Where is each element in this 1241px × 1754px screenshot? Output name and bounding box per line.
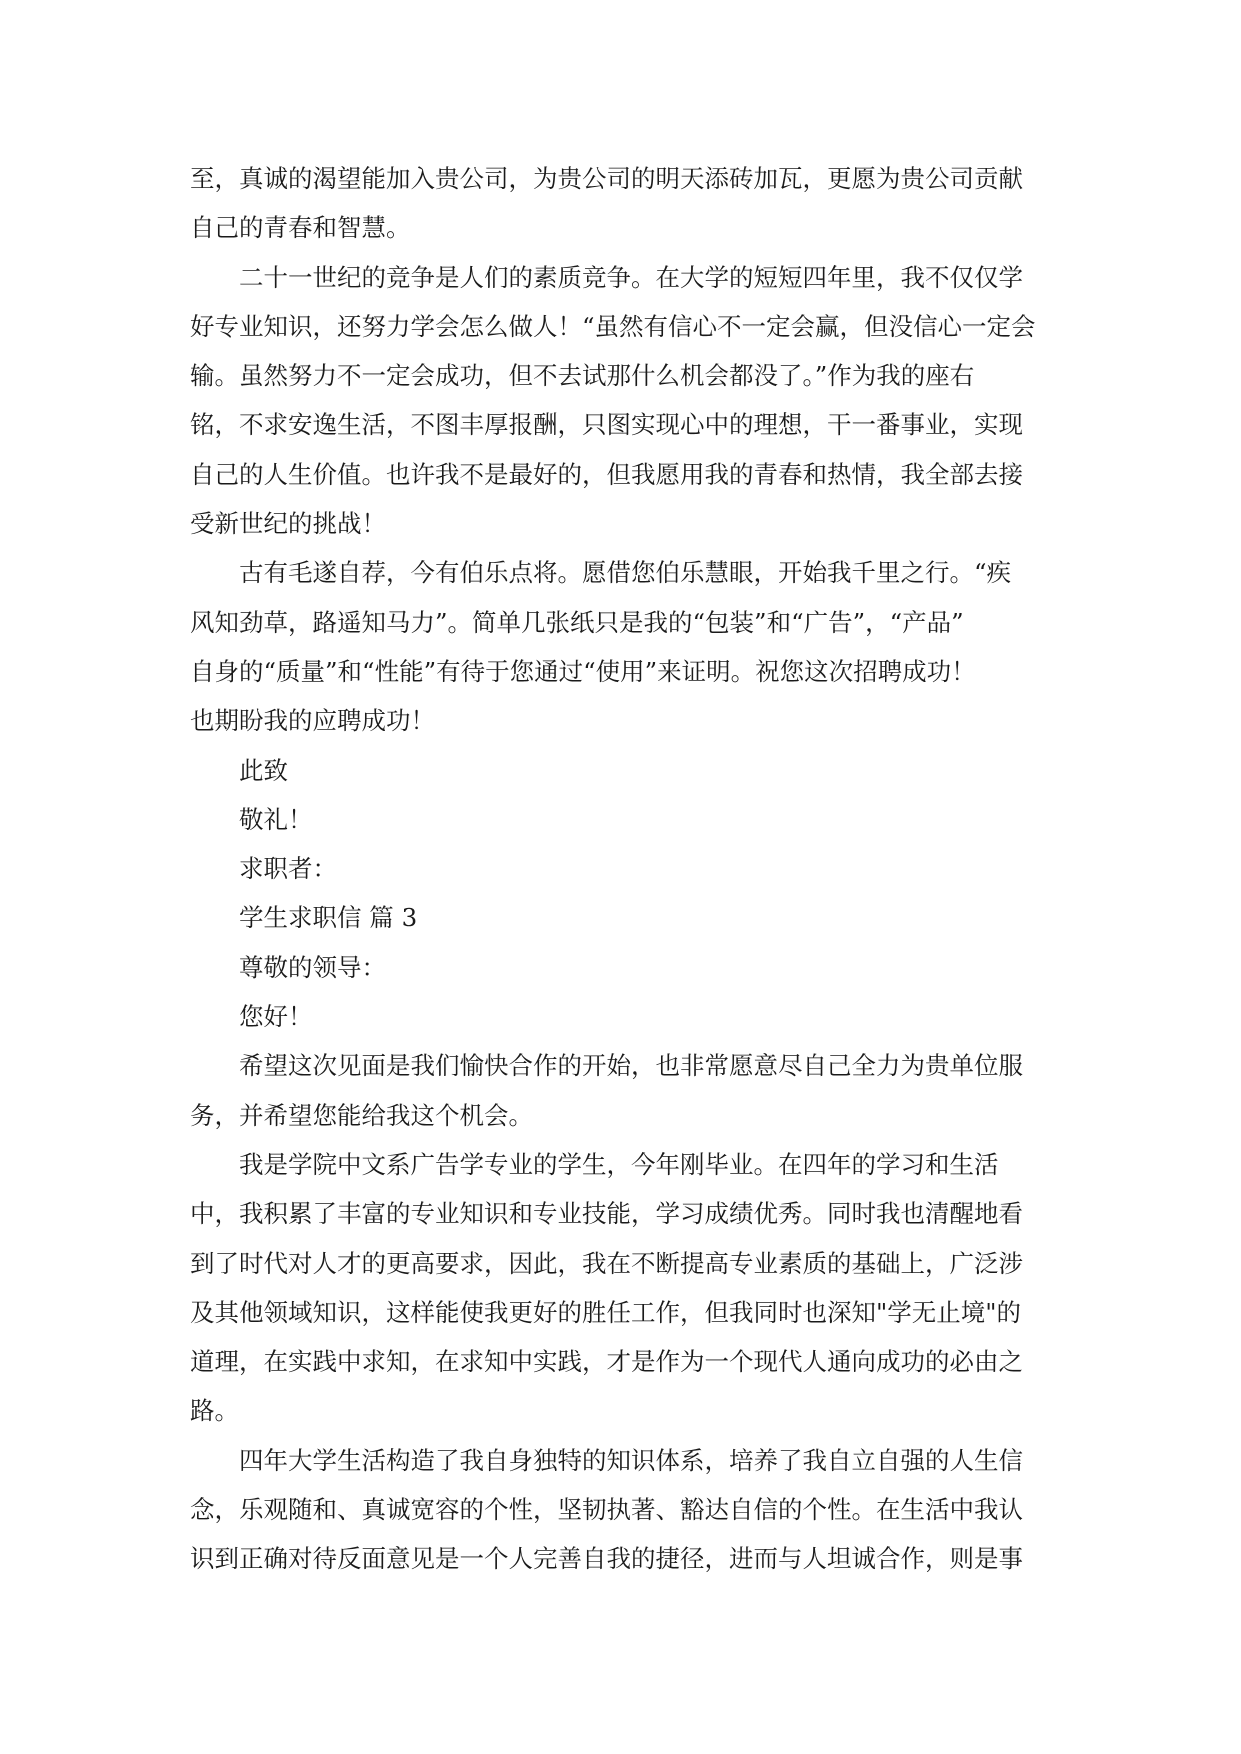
text-line: 古有毛遂自荐，今有伯乐点将。愿借您伯乐慧眼，开始我千里之行。“疾 xyxy=(239,558,1012,588)
text-line: 此致 xyxy=(239,755,288,785)
text-line: 我是学院中文系广告学专业的学生，今年刚毕业。在四年的学习和生活 xyxy=(239,1149,999,1179)
text-line: 您好！ xyxy=(239,1002,313,1032)
text-line: 自己的人生价值。也许我不是最好的，但我愿用我的青春和热情，我全部去接 xyxy=(190,459,1023,489)
text-line: 自身的“质量”和“性能”有待于您通过“使用”来证明。祝您这次招聘成功！ xyxy=(190,656,976,686)
text-line: 风知劲草，路遥知马力”。简单几张纸只是我的“包装”和“广告”，“产品” xyxy=(190,607,964,637)
text-line: 学生求职信 篇 3 xyxy=(239,903,418,933)
text-line: 道理，在实践中求知，在求知中实践，才是作为一个现代人通向成功的必由之 xyxy=(190,1347,1023,1377)
text-line: 受新世纪的挑战！ xyxy=(190,509,386,539)
text-line: 四年大学生活构造了我自身独特的知识体系，培养了我自立自强的人生信 xyxy=(239,1445,1023,1475)
text-line: 尊敬的领导： xyxy=(239,952,386,982)
text-line: 及其他领域知识，这样能使我更好的胜任工作，但我同时也深知"学无止境"的 xyxy=(190,1297,1022,1327)
text-line: 铭，不求安逸生活，不图丰厚报酬，只图实现心中的理想，干一番事业，实现 xyxy=(190,410,1023,440)
text-line: 念，乐观随和、真诚宽容的个性，坚韧执著、豁达自信的个性。在生活中我认 xyxy=(190,1495,1023,1525)
text-line: 敬礼！ xyxy=(239,804,313,834)
text-line: 中，我积累了丰富的专业知识和专业技能，学习成绩优秀。同时我也清醒地看 xyxy=(190,1199,1023,1229)
text-line: 输。虽然努力不一定会成功，但不去试那什么机会都没了。”作为我的座右 xyxy=(190,361,975,391)
text-line: 二十一世纪的竞争是人们的素质竞争。在大学的短短四年里，我不仅仅学 xyxy=(239,262,1023,292)
text-line: 识到正确对待反面意见是一个人完善自我的捷径，进而与人坦诚合作，则是事 xyxy=(190,1544,1023,1574)
text-line: 自己的青春和智慧。 xyxy=(190,213,411,243)
text-line: 求职者： xyxy=(239,854,337,884)
text-line: 到了时代对人才的更高要求，因此，我在不断提高专业素质的基础上，广泛涉 xyxy=(190,1248,1023,1278)
text-line: 希望这次见面是我们愉快合作的开始，也非常愿意尽自己全力为贵单位服 xyxy=(239,1051,1023,1081)
text-line: 务，并希望您能给我这个机会。 xyxy=(190,1100,533,1130)
text-line: 也期盼我的应聘成功！ xyxy=(190,706,435,736)
text-line: 好专业知识，还努力学会怎么做人！“虽然有信心不一定会赢，但没信心一定会 xyxy=(190,311,1036,341)
text-line: 路。 xyxy=(190,1396,239,1426)
document-body xyxy=(190,154,1052,1584)
text-line: 至，真诚的渴望能加入贵公司，为贵公司的明天添砖加瓦，更愿为贵公司贡献 xyxy=(190,164,1023,193)
